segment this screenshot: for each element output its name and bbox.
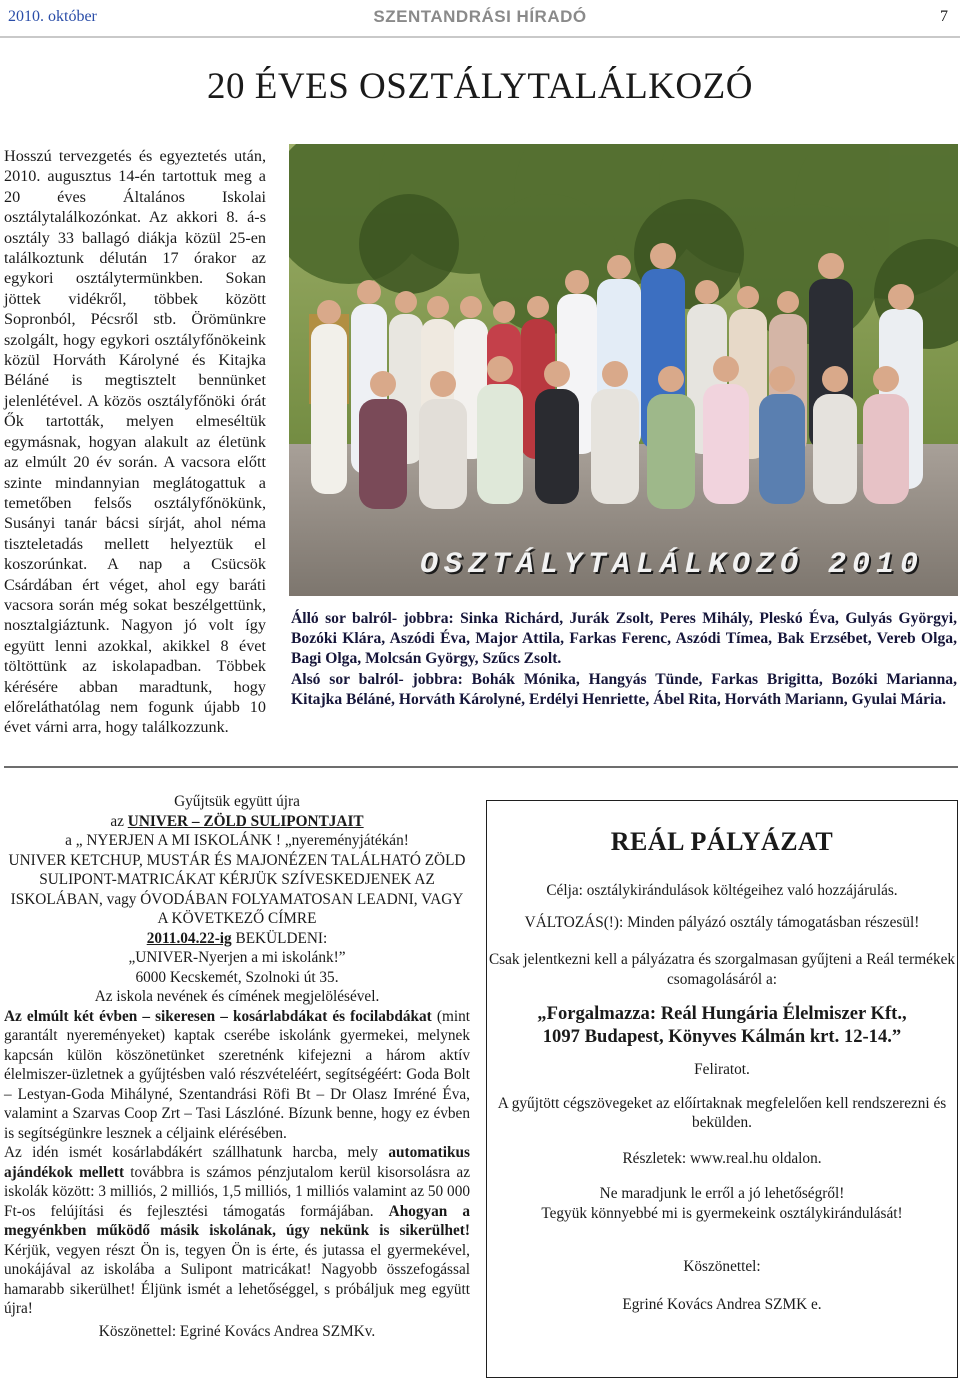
collection-brand: UNIVER – ZÖLD SULIPONTJAIT	[127, 812, 364, 830]
collection-game-name: a „ NYERJEN A MI ISKOLÁNK ! „nyereményjátékán!	[65, 832, 409, 849]
collection-recipient: „UNIVER-Nyerjen a mi iskolánk!”	[128, 949, 346, 966]
real-box-feliratot: Feliratot.	[694, 1061, 750, 1078]
collection-paragraph-prizes: Az idén ismét kosárlabdákért szállhatunk harcba, mely automatikus ajándékok mellett továbbra is számos pénzjutalom kerül kisorsolásra az iskolák között: 3 milliós, 2 milliós, 1,5 milliós, 1 milliós valamint az 50 000 Ft-os felújítási és fejlesztési támogatás formájában. Ahogyan a megyénkben működő másik iskolának, úgy nekünk is sikerülhet! Kérjük, vegyen részt Ön is, tegyen Ön is érte, és jutassa el gyermekével, unokájával az iskolába a Sulipont matricákat! Nagyobb összefogással hamarabb sikerülhet! Éljünk ismét a lehetőséggel, s próbáljuk meg együtt újra!	[4, 1144, 470, 1317]
page-header	[0, 0, 960, 40]
collection-deadline: 2011.04.22-ig	[146, 929, 232, 947]
photo-caption	[291, 609, 957, 710]
collection-note: Az iskola nevének és címének megjelölésével.	[94, 988, 380, 1005]
real-box-register: Csak jelentkezni kell a pályázatra és szorgalmasan gyűjteni a Reál termékek csomagolásáról a:	[488, 951, 956, 988]
real-box-details: Részletek: www.real.hu oldalon.	[622, 1149, 822, 1167]
real-box-signer: Egriné Kovács Andrea SZMK e.	[622, 1295, 822, 1313]
real-palyazat-box	[486, 800, 958, 1378]
collection-deadline-line: 2011.04.22-ig BEKÜLDENI:	[146, 929, 328, 947]
real-box-quote: „Forgalmazza: Reál Hungária Élelmiszer Kft., 1097 Budapest, Könyves Kálmán krt. 12-14.”	[537, 1003, 907, 1047]
real-box-thanks: Köszönettel:	[683, 1258, 761, 1275]
collection-instructions: UNIVER KETCHUP, MUSTÁR ÉS MAJONÉZEN TALÁLHATÓ ZÖLD SULIPONT-MATRICÁKAT KÉRJÜK SZÍVESKEDJENEK AZ ISKOLÁBAN, vagy ÓVODÁBAN FOLYAMATOSAN LEADNI, VAGY A KÖVETKEZŐ CÍMRE	[8, 851, 466, 927]
class-reunion-photo	[289, 144, 958, 596]
page-number: 7	[940, 8, 948, 25]
article-title: 20 ÉVES OSZTÁLYTALÁLKOZÓ	[207, 66, 753, 107]
real-box-collected: A gyűjtött cégszövegeket az előírtaknak megfelelően kell rendszerezni és bekülden.	[497, 1094, 947, 1131]
section-divider	[4, 766, 958, 768]
caption-sitting-row: Alsó sor balról- jobbra: Bohák Mónika, Hangyás Tünde, Farkas Brigitta, Bozóki Marianna, Kitajka Béláné, Horváth Károlyné, Erdélyi Henriette, Ábel Rita, Horváth Mariann, Gyulai Mária.	[291, 670, 957, 708]
real-box-encourage: Ne maradjunk le erről a jó lehetőségről! Tegyük könnyebbé mi is gyermekeink osztálykirándulását!	[541, 1185, 903, 1222]
real-box-goal: Célja: osztálykirándulások költégeihez való hozzájárulás.	[546, 882, 898, 899]
article-body: Hosszú tervezgetés és egyeztetés után, 2010. augusztus 14-én tartottuk meg a 20 éves Általános Iskolai osztálytalálkozónkat. Az akkori 8. á-s osztály 33 ballagó diákja közül 25-en találkoztunk délután 17 órakor az egykori osztálytermünkben. Sokan jöttek vidékről, többek között Sopronból, Pécsről stb. Örömünkre szolgált, hogy egykori osztályfőnökeink közül Horváth Károlyné és Kitajka Béláné is megtisztelt bennünket jelenlétével. A közös osztályfőnöki órát Ők tartották, melyen elmeséltük egymásnak, hogyan alakult az életünk az elmúlt 20 év során. A vacsora előtt szinte mindannyian meglátogattuk a temetőben felsős osztályfőnökünk, Susányi tanár bácsi sírját, ahol néma tiszteletadás mellett helyeztük el koszorúnkat. A nap a Csücsök Csárdában ért véget, ahol egy baráti vacsora során még sokat beszélgettünk, nosztalgiáztunk. Nagyon jó volt így együtt lenni azokkal, akikkel 8 évet töltöttünk az iskolapadban. Többek kérésére abban maradtunk, hogy előreláthatólag nem fogunk újabb 10 évet várni arra, hogy találkozzunk.	[4, 147, 266, 737]
photo-overlay-text: OSZTÁLYTALÁLKOZÓ 2010	[420, 548, 925, 582]
univer-collection-article	[4, 792, 470, 1341]
collection-brand-line: az UNIVER – ZÖLD SULIPONTJAIT	[110, 812, 364, 830]
collection-address: 6000 Kecskemét, Szolnoki út 35.	[135, 968, 339, 986]
issue-date: 2010. október	[8, 8, 97, 25]
header-divider	[0, 36, 960, 38]
photo-illustration	[289, 144, 958, 596]
real-box-change: VÁLTOZÁS(!): Minden pályázó osztály támogatásban részesül!	[524, 913, 920, 931]
collection-signature: Köszönettel: Egriné Kovács Andrea SZMKv.	[98, 1322, 376, 1340]
real-box-title: REÁL PÁLYÁZAT	[610, 827, 834, 856]
caption-standing-row: Álló sor balról- jobbra: Sinka Richárd, Jurák Zsolt, Peres Mihály, Pleskó Éva, Gulyás Györgyi, Bozóki Klára, Aszódi Éva, Major Attila, Farkas Ferenc, Aszódi Tímea, Bak Erzsébet, Vereb Olga, Bagi Olga, Molcsán György, Szűcs Zsolt.	[291, 610, 957, 668]
publication-name: SZENTANDRÁSI HÍRADÓ	[373, 7, 587, 26]
collection-paragraph-results: Az elmúlt két évben – sikeresen – kosárlabdákat és focilabdákat (mint garantált nyereményeket) kaptak cserébe iskolánk gyermekei, melynek kapcsán külön köszönetünket szeretnénk kifejezni a három aktív élelmiszer-üzletnek a gyűjtésben való részvételéért, segítségéért: Goda Bolt – Lestyan-Goda Mihályné, Szentandrási Röfi Bt – Dr Olasz Imréné Éva, valamint a Szarvas Coop Zrt – Tasi Lászlóné. Bízunk benne, hogy ez évben is segítségünkre lesznek a céljaink elérésében.	[4, 1007, 470, 1142]
collection-intro: Gyűjtsük együtt újra	[174, 793, 300, 810]
